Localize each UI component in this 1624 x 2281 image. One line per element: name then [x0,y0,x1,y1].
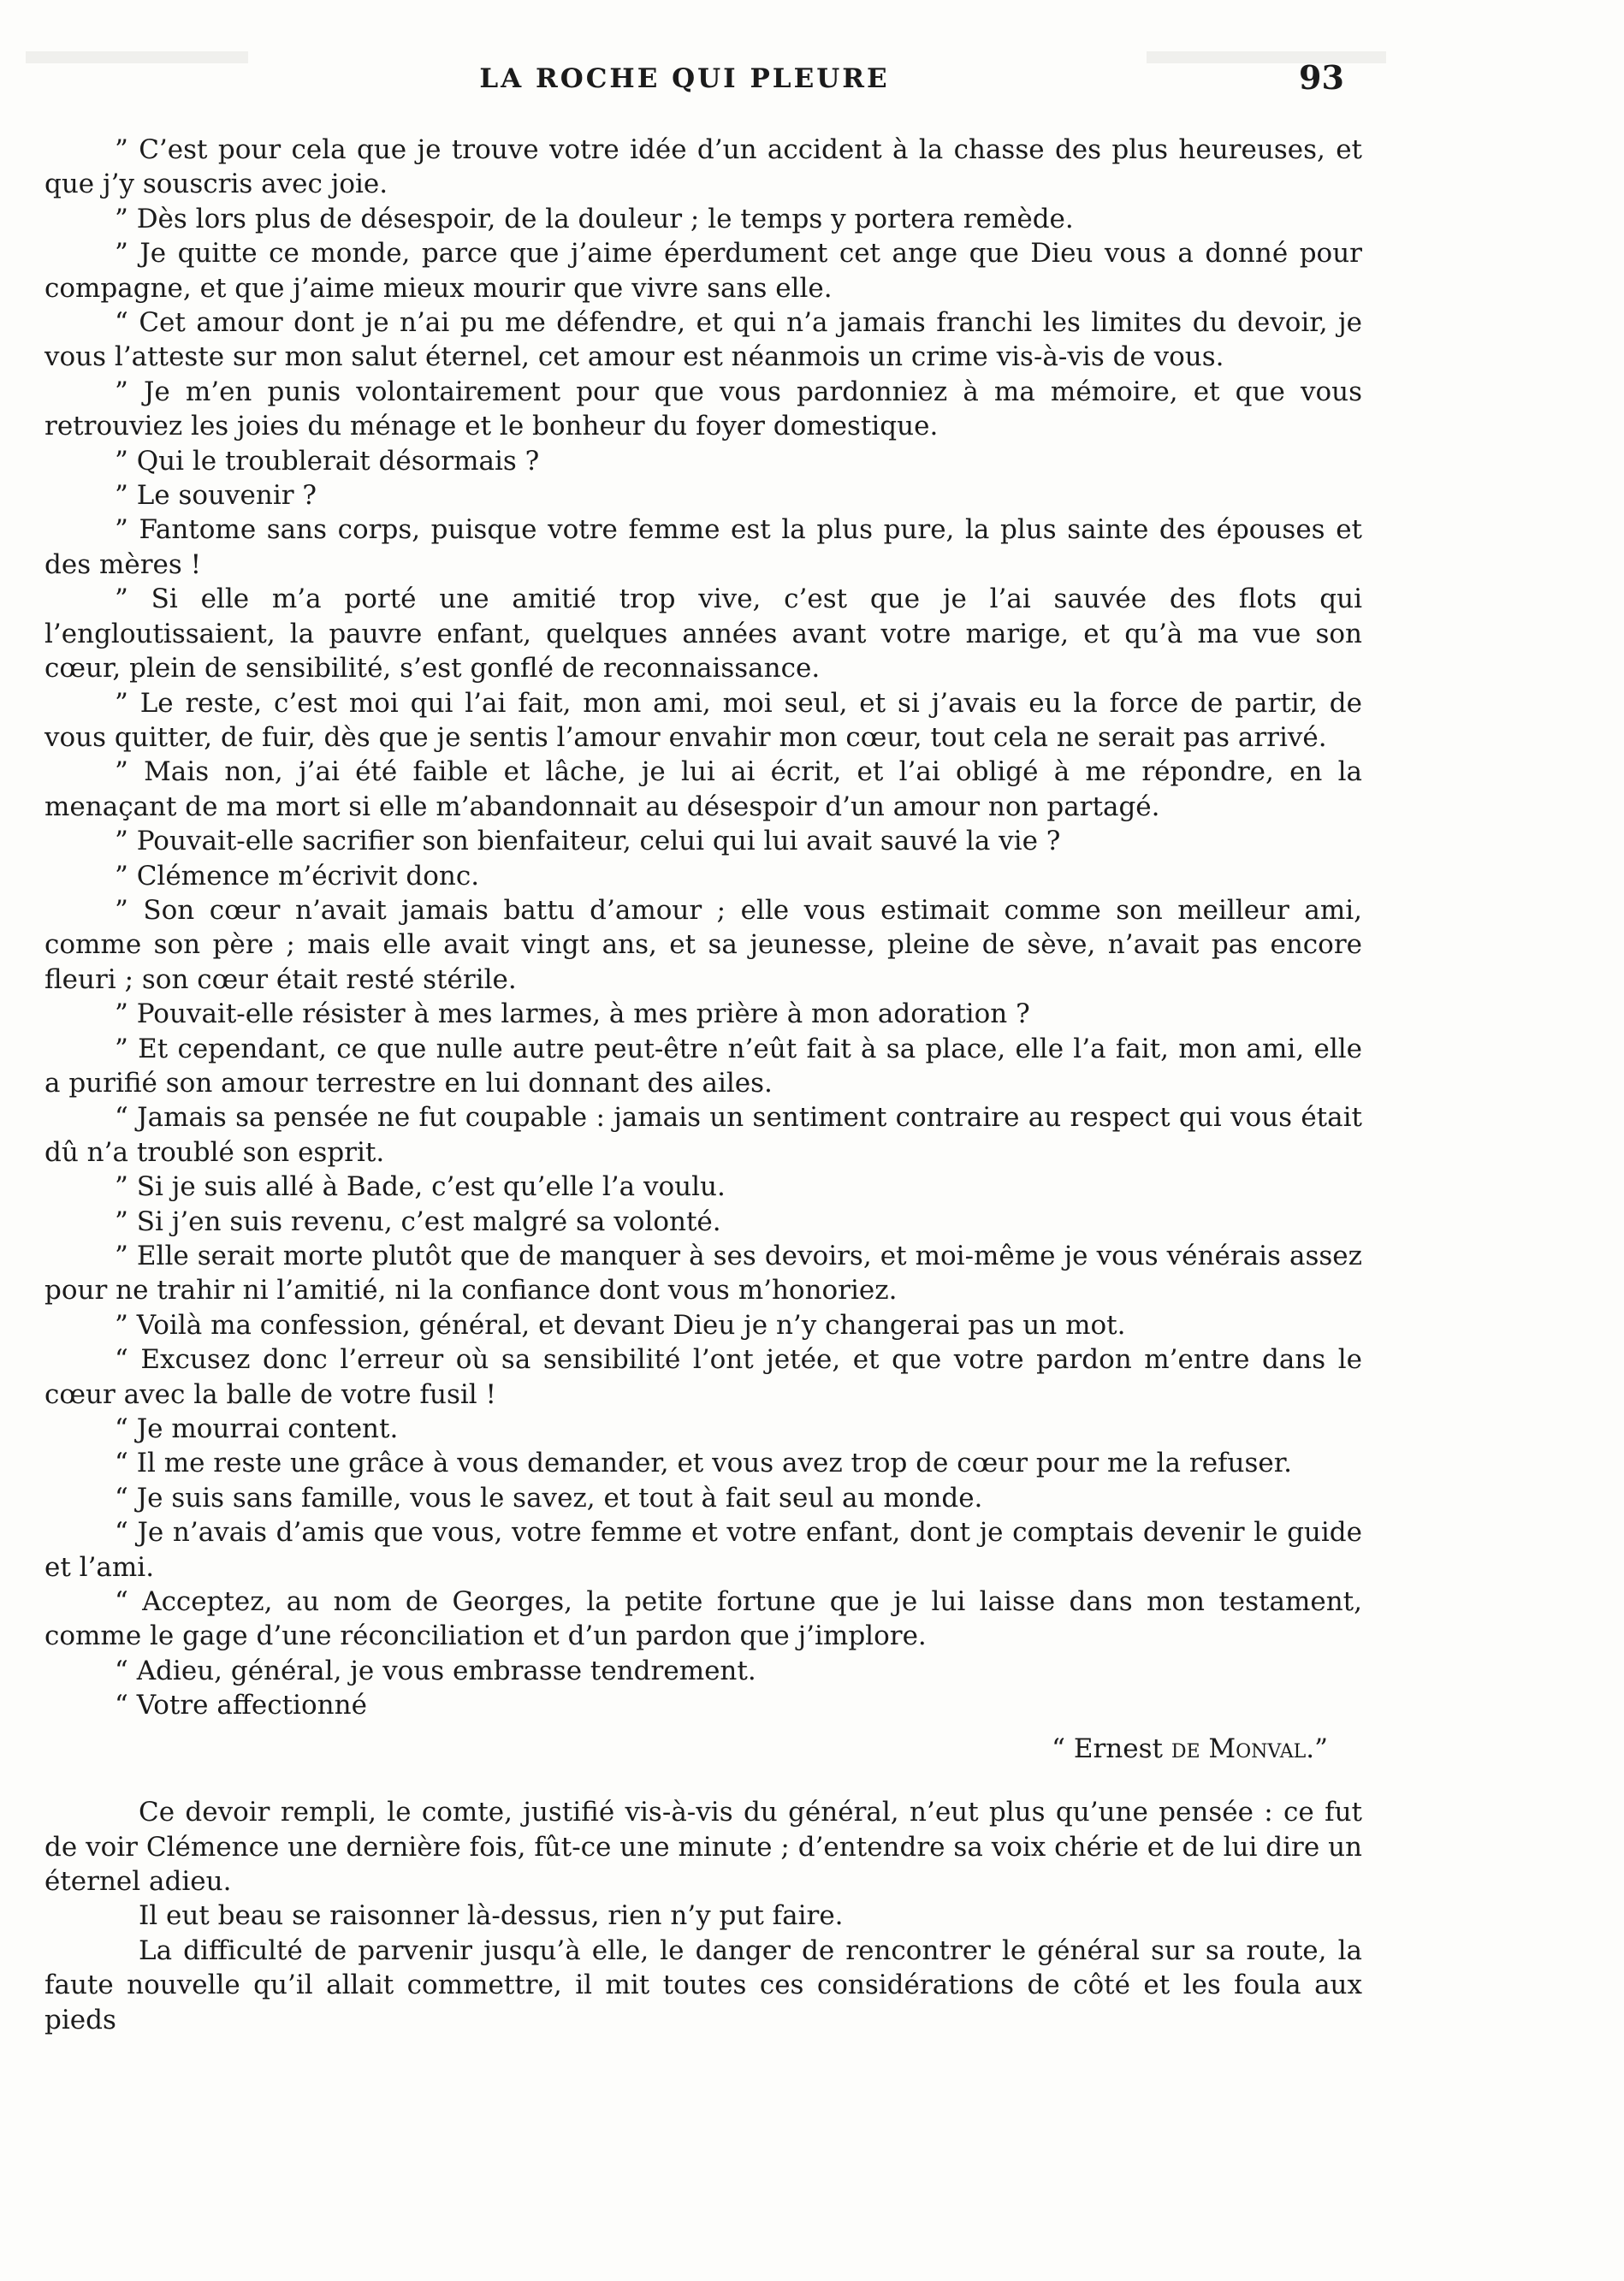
letter-paragraph: ” Si j’en suis revenu, c’est malgré sa volonté. [115,1206,721,1237]
letter-paragraph: ” Voilà ma confession, général, et devant Dieu je n’y changerai pas un mot. [115,1309,1126,1341]
signature-name: de Monval [1171,1733,1307,1764]
narration-paragraph: Il eut beau se raisonner là-dessus, rien n’y put faire. [139,1900,844,1932]
page-header [0,58,1624,104]
letter-paragraph: “ Acceptez, au nom de Georges, la petite fortune que je lui laisse dans mon testament, comme le gage d’une réconciliation et d’un pardon que j’implore. [44,1586,1362,1652]
letter-paragraph: ” Qui le troublerait désormais ? [115,445,540,477]
letter-section [44,133,1362,1723]
letter-paragraph: ” Clémence m’écrivit donc. [115,860,480,892]
running-title: LA ROCHE QUI PLEURE [479,63,890,94]
letter-paragraph: “ Je mourrai content. [115,1413,399,1445]
letter-paragraph: ” Si elle m’a porté une amitié trop vive, c’est que je l’ai sauvée des flots qui l’engloutissaient, la pauvre enfant, quelques années avant votre marige, et qu’à ma vue son cœur, plein de sensibilité, s’est gonflé de reconnaissance. [44,584,1362,684]
letter-paragraph: ” Pouvait-elle résister à mes larmes, à mes prière à mon adoration ? [115,998,1030,1030]
letter-paragraph: ” Son cœur n’avait jamais battu d’amour ; elle vous estimait comme son meilleur ami, comme son père ; mais elle avait vingt ans, et sa jeunesse, pleine de sève, n’avait pas encore fleuri ; son cœur était resté stérile. [44,894,1362,995]
letter-paragraph: ” Si je suis allé à Bade, c’est qu’elle l’a voulu. [115,1171,726,1203]
letter-paragraph: “ Je n’avais d’amis que vous, votre femme et votre enfant, dont je comptais devenir le guide et l’ami. [44,1517,1362,1583]
letter-paragraph: “ Je suis sans famille, vous le savez, et tout à fait seul au monde. [115,1482,983,1514]
letter-paragraph: “ Adieu, général, je vous embrasse tendrement. [115,1655,756,1686]
narration-paragraph: La difficulté de parvenir jusqu’à elle, le danger de rencontrer le général sur sa route, la faute nouvelle qu’il allait commettre, il mit toutes ces considérations de côté et les foula aux pieds [44,1934,1362,2035]
letter-paragraph: ” Pouvait-elle sacrifier son bienfaiteur, celui qui lui avait sauvé la vie ? [115,826,1061,857]
letter-paragraph: “ Jamais sa pensée ne fut coupable : jamais un sentiment contraire au respect qui vous était dû n’a troublé son esprit. [44,1102,1362,1168]
narration-section [44,1795,1362,2037]
letter-paragraph: “ Votre affectionné [115,1690,367,1721]
letter-paragraph: ” C’est pour cela que je trouve votre idée d’un accident à la chasse des plus heureuses, et que j’y souscris avec joie. [44,134,1362,200]
letter-paragraph: “ Cet amour dont je n’ai pu me défendre, et qui n’a jamais franchi les limites du devoir, je vous l’atteste sur mon salut éternel, cet amour est néanmois un crime vis-à-vis de vous. [44,307,1362,373]
letter-signature [44,1732,1328,1766]
signature-close: .” [1306,1733,1328,1764]
letter-paragraph: ” Dès lors plus de désespoir, de la douleur ; le temps y portera remède. [115,203,1074,234]
letter-paragraph: ” Elle serait morte plutôt que de manquer à ses devoirs, et moi-même je vous vénérais assez pour ne trahir ni l’amitié, ni la confiance dont vous m’honoriez. [44,1241,1362,1306]
letter-paragraph: ” Et cependant, ce que nulle autre peut-être n’eût fait à sa place, elle l’a fait, mon ami, elle a purifié son amour terrestre en lui donnant des ailes. [44,1033,1362,1099]
letter-paragraph: ” Je m’en punis volontairement pour que vous pardonniez à ma mémoire, et que vous retrouviez les joies du ménage et le bonheur du foyer domestique. [44,376,1362,442]
signature-open: “ Ernest [1052,1733,1171,1764]
letter-paragraph: ” Fantome sans corps, puisque votre femme est la plus pure, la plus sainte des épouses et des mères ! [44,514,1362,580]
letter-paragraph: “ Excusez donc l’erreur où sa sensibilité l’ont jetée, et que votre pardon m’entre dans le cœur avec la balle de votre fusil ! [44,1344,1362,1410]
narration-paragraph: Ce devoir rempli, le comte, justifié vis-à-vis du général, n’eut plus qu’une pensée : ce fut de voir Clémence une dernière fois, fût-ce une minute ; d’entendre sa voix chérie et de lui dire un éternel adieu. [44,1797,1362,1897]
letter-paragraph: ” Mais non, j’ai été faible et lâche, je lui ai écrit, et l’ai obligé à me répondre, en la menaçant de ma mort si elle m’abandonnait au désespoir d’un amour non partagé. [44,756,1362,822]
letter-paragraph: ” Je quitte ce monde, parce que j’aime éperdument cet ange que Dieu vous a donné pour compagne, et que j’aime mieux mourir que vivre sans elle. [44,238,1362,304]
body-text [44,133,1362,2037]
letter-paragraph: ” Le souvenir ? [115,480,317,512]
letter-paragraph: “ Il me reste une grâce à vous demander, et vous avez trop de cœur pour me la refuser. [115,1448,1293,1479]
letter-paragraph: ” Le reste, c’est moi qui l’ai fait, mon ami, moi seul, et si j’avais eu la force de partir, de vous quitter, de fuir, dès que je sentis l’amour envahir mon cœur, tout cela ne serait pas arrivé. [44,687,1362,753]
page-number: 93 [1299,58,1344,97]
